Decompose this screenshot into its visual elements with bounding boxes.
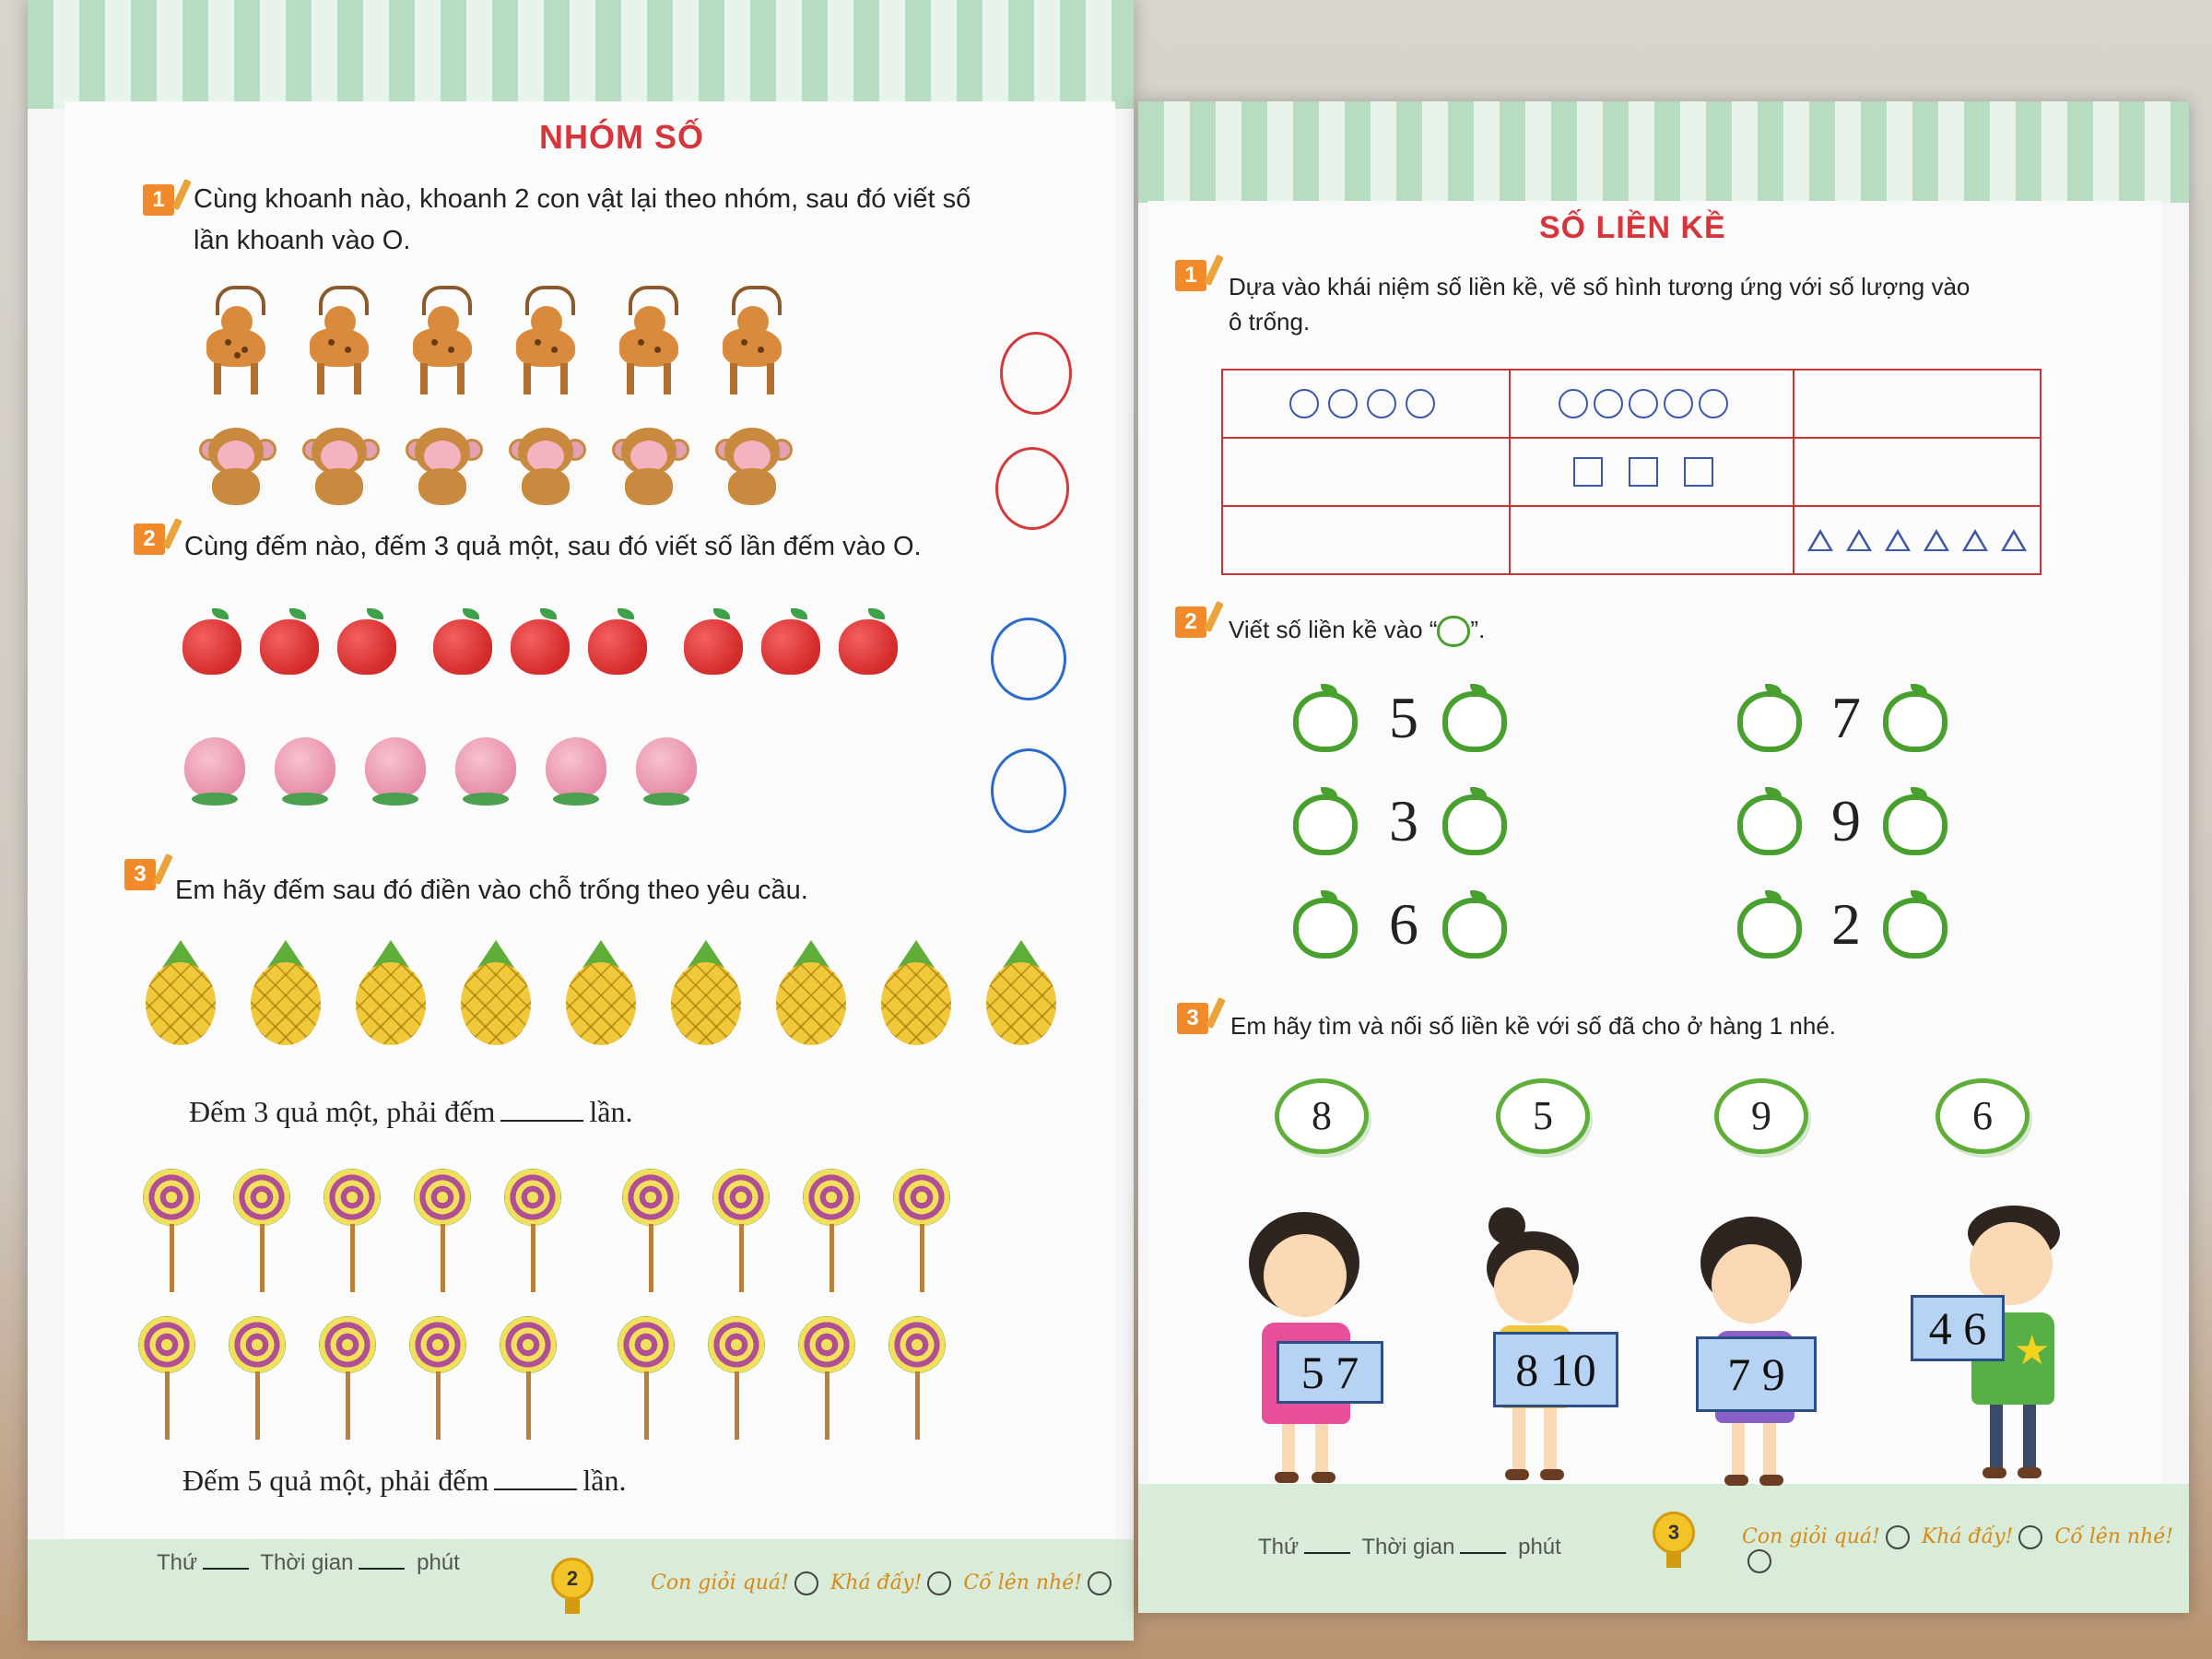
lollipop-icon [414,1169,475,1294]
exercise2-text-before: Viết số liền kề vào “ [1229,616,1438,643]
praise-1: Con giỏi quá! [651,1571,789,1594]
square-icon [1629,457,1658,487]
pineapple-icon [251,940,321,1051]
page-title: SỐ LIỀN KỀ [1539,210,1726,245]
shape-table [1221,369,2041,575]
monkey-icon [710,422,794,507]
apple-blank-icon[interactable] [1442,890,1511,960]
peach-icon [455,737,518,813]
praise-3: Cố lên nhé! [2054,1525,2174,1548]
exercise2-text-after: ”. [1470,616,1486,643]
triangle-icon [1924,529,1949,551]
deer-icon [606,286,695,396]
exercise1-line2: ô trống. [1229,308,1311,335]
day-blank[interactable] [1304,1552,1350,1554]
deer-icon [297,286,385,396]
lollipop-row-1 [143,1169,983,1294]
fill-line-2 [182,1461,626,1500]
triangle-icon [1807,529,1833,551]
exercise-badge: 2 [134,524,165,555]
exercise3-text: Em hãy tìm và nối số liền kề với số đã cho ở hàng 1 nhé. [1230,1012,1837,1040]
lollipop-icon [233,1169,294,1294]
time-blank[interactable] [1460,1552,1506,1554]
pineapple-icon [986,940,1056,1051]
apple-blank-icon[interactable] [1737,787,1806,857]
square-icon [1573,457,1603,487]
apple-icon [433,608,494,677]
exercise-badge: 1 [143,184,174,216]
pineapple-icon [671,940,741,1051]
monkey-icon [503,422,588,507]
peach-icon [636,737,699,813]
lollipop-icon [712,1169,773,1294]
exercise-badge: 3 [1177,1003,1208,1034]
peach-icon [184,737,247,813]
given-number-oval[interactable]: 6 [1936,1078,2030,1154]
praise-ring[interactable] [927,1571,951,1595]
time-blank[interactable] [359,1568,405,1570]
footer-fields [157,1550,460,1576]
triangle-icon [2001,529,2027,551]
exercise2-text: Cùng đếm nào, đếm 3 quả một, sau đó viết số lần đếm vào O. [184,532,922,561]
day-label: Thứ [1258,1535,1300,1559]
time-label: Thời gian [1361,1535,1455,1559]
circle-icon [1629,389,1658,418]
given-number: 5 [1389,685,1418,750]
praise-ring[interactable] [794,1571,818,1595]
praise-1: Con giỏi quá! [1742,1525,1880,1548]
lollipop-icon [888,1316,949,1441]
praise-ring[interactable] [1886,1525,1910,1549]
number-board[interactable]: 7 9 [1696,1336,1817,1412]
header-stripes [28,0,1134,109]
answer-cell[interactable] [1813,380,2016,429]
answer-circle[interactable] [991,618,1066,700]
day-blank[interactable] [203,1568,249,1570]
apple-blank-icon[interactable] [1442,787,1511,857]
apple-blank-icon[interactable] [1737,890,1806,960]
circle-icon [1406,389,1435,418]
monkey-icon [194,422,278,507]
praise-2: Khá đấy! [1921,1525,2014,1548]
lollipop-icon [319,1316,380,1441]
number-board[interactable]: 5 7 [1277,1341,1383,1404]
lollipop-icon [803,1169,864,1294]
exercise3-text: Em hãy đếm sau đó điền vào chỗ trống theo yêu cầu. [175,876,808,905]
given-number-oval[interactable]: 8 [1275,1078,1369,1154]
lollipop-icon [324,1169,384,1294]
circle-icon [1328,389,1358,418]
praise-options [1742,1525,2189,1573]
time-label: Thời gian [260,1550,354,1575]
given-number-oval[interactable]: 5 [1496,1078,1590,1154]
circle-icon [1289,389,1319,418]
day-label: Thứ [157,1550,198,1575]
answer-cell[interactable] [1813,446,2016,498]
exercise-badge: 3 [124,859,156,890]
exercise2-text [1229,610,1485,649]
pineapple-icon [146,940,216,1051]
monkey-icon [400,422,485,507]
fill-blank[interactable] [500,1120,583,1122]
deer-icon [194,286,282,396]
deer-icon [400,286,488,396]
praise-ring[interactable] [2018,1525,2042,1549]
fill-line-2-before: Đếm 5 quả một, phải đếm [182,1464,489,1497]
exercise1-line1: Dựa vào khái niệm số liền kề, vẽ số hình tương ứng với số lượng vào [1229,273,1971,300]
lollipop-icon [504,1169,565,1294]
answer-circle[interactable] [1000,332,1072,415]
apple-icon [684,608,745,677]
header-stripes [1138,101,2189,203]
peach-icon [546,737,608,813]
given-number: 3 [1389,788,1418,853]
lollipop-icon [622,1169,683,1294]
pineapple-icon [776,940,846,1051]
fill-line-2-after: lần. [582,1464,627,1497]
pineapple-icon [566,940,636,1051]
answer-circle[interactable] [991,748,1066,833]
lollipop-icon [143,1169,204,1294]
apple-blank-icon[interactable] [1737,684,1806,754]
praise-ring[interactable] [1088,1571,1112,1595]
deer-icon [503,286,592,396]
apple-blank-icon[interactable] [1883,890,1951,960]
apple-icon [588,608,649,677]
triangle-icon [1885,529,1911,551]
footer-fields [1258,1535,1561,1560]
lollipop-icon [708,1316,769,1441]
page-number-trophy-icon: 2 [551,1558,594,1600]
circle-icon [1559,389,1588,418]
apple-row [182,608,916,677]
answer-cell[interactable] [1518,514,1785,566]
peach-icon [365,737,428,813]
circle-icon [1367,389,1396,418]
praise-ring[interactable] [1747,1549,1771,1573]
peach-icon [275,737,337,813]
circle-icon [1699,389,1728,418]
lollipop-icon [138,1316,199,1441]
given-number: 2 [1831,891,1861,957]
exercise-badge: 2 [1175,606,1206,638]
peach-row [184,737,726,813]
pineapple-row [146,940,1091,1051]
lollipop-row-2 [138,1316,979,1441]
apple-outline-icon [1437,616,1470,647]
apple-icon [761,608,822,677]
lollipop-icon [798,1316,859,1441]
fill-line-1 [189,1092,632,1131]
exercise1-line2: lần khoanh vào O. [194,226,411,255]
fill-line-1-after: lần. [589,1095,633,1128]
number-board[interactable]: 4 6 [1911,1295,2005,1361]
apple-icon [182,608,243,677]
lollipop-icon [500,1316,560,1441]
apple-blank-icon[interactable] [1293,890,1361,960]
monkey-row [194,422,813,507]
praise-2: Khá đấy! [830,1571,923,1594]
unit-label: phút [1518,1535,1561,1559]
circle-icon [1594,389,1623,418]
pineapple-icon [356,940,426,1051]
praise-3: Cố lên nhé! [963,1571,1083,1594]
apple-blank-icon[interactable] [1293,684,1361,754]
lollipop-icon [229,1316,289,1441]
lollipop-icon [893,1169,954,1294]
given-number: 7 [1831,685,1861,750]
fill-blank[interactable] [494,1488,577,1490]
square-icon [1684,457,1713,487]
lollipop-icon [618,1316,678,1441]
given-number: 6 [1389,891,1418,957]
triangle-icon [1846,529,1872,551]
answer-cell[interactable] [1232,446,1500,498]
monkey-icon [606,422,691,507]
apple-icon [337,608,398,677]
unit-label: phút [417,1550,460,1575]
apple-blank-icon[interactable] [1883,787,1951,857]
given-number: 9 [1831,788,1861,853]
given-number-oval[interactable]: 9 [1714,1078,1808,1154]
pineapple-icon [881,940,951,1051]
apple-blank-icon[interactable] [1883,684,1951,754]
triangle-icon [1962,529,1988,551]
left-page [28,0,1134,1641]
apple-blank-icon[interactable] [1442,684,1511,754]
fill-line-1-before: Đếm 3 quả một, phải đếm [189,1095,496,1128]
circle-icon [1664,389,1693,418]
pineapple-icon [461,940,531,1051]
page-title: NHÓM SỐ [539,118,705,156]
right-page [1138,101,2189,1613]
star-icon: ★ [2014,1327,2051,1374]
apple-icon [260,608,321,677]
praise-options [651,1571,1117,1595]
apple-icon [511,608,571,677]
exercise-badge: 1 [1175,260,1206,291]
answer-cell[interactable] [1232,514,1500,566]
number-board[interactable]: 8 10 [1493,1332,1618,1407]
deer-row [194,286,813,396]
apple-icon [839,608,900,677]
exercise1-line1: Cùng khoanh nào, khoanh 2 con vật lại theo nhóm, sau đó viết số [194,184,971,214]
deer-icon [710,286,798,396]
apple-blank-icon[interactable] [1293,787,1361,857]
answer-circle[interactable] [995,447,1069,530]
page-number-trophy-icon: 3 [1653,1512,1695,1554]
lollipop-icon [409,1316,470,1441]
monkey-icon [297,422,382,507]
